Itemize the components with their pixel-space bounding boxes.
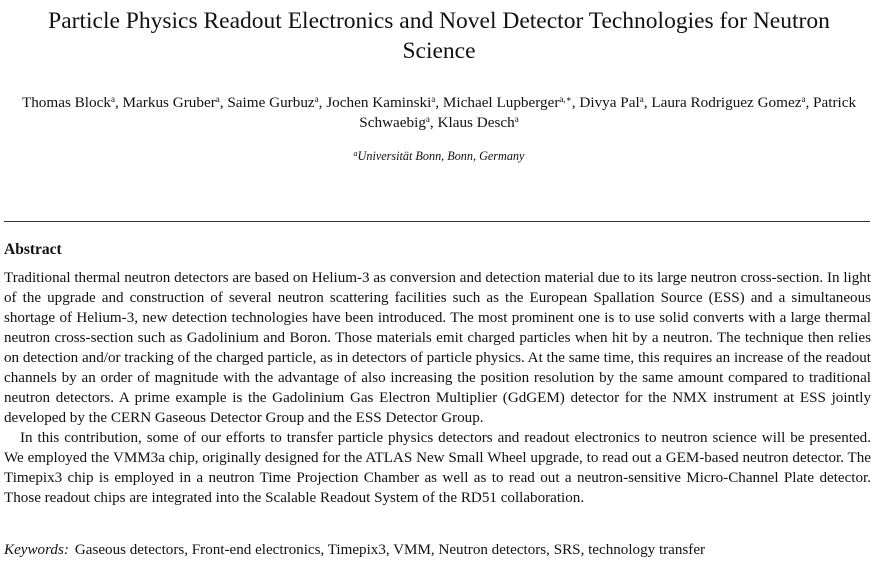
keywords-label: Keywords: <box>4 542 69 558</box>
author-list: Thomas Block$^a$, Markus Gruber$^a$, Saime Gurbuz$^a$, Jochen Kaminski$^a$, Michael Lupberger$^{a,∗}$, Divya Pal$^a$, Laura Rodriguez Gomez$^a$, Patrick Schwaebig$^a$, Klaus Desch$^a$ <box>21 94 857 131</box>
author-affiliation-mark: a <box>314 94 319 104</box>
abstract-heading: Abstract <box>4 241 62 258</box>
author-affiliation-mark: a <box>639 94 644 104</box>
author-name: Patrick Schwaebig <box>359 94 857 131</box>
keywords-text: Gaseous detectors, Front-end electronics, Timepix3, VMM, Neutron detectors, SRS, technology transfer <box>74 542 706 558</box>
paper-title: Particle Physics Readout Electronics and Novel Detector Technologies for Neutron Science <box>48 8 830 64</box>
author-name: Markus Gruber <box>122 94 216 111</box>
affiliation <box>0 148 878 164</box>
author-name: Jochen Kaminski <box>326 94 432 111</box>
author-affiliation-mark: a <box>425 114 430 124</box>
author-affiliation-mark: a <box>215 94 220 104</box>
section-divider <box>4 221 870 222</box>
author-name: Laura Rodriguez Gomez <box>651 94 802 111</box>
author-name: Thomas Block <box>21 94 111 111</box>
author-name: Divya Pal <box>579 94 640 111</box>
affiliation-mark: a <box>353 149 358 158</box>
abstract-body <box>4 268 871 508</box>
abstract-paragraph: Traditional thermal neutron detectors are based on Helium-3 as conversion and detection material due to its large neutron cross-section. In light of the upgrade and construction of several neutron scattering facilities such as the European Spallation Source (ESS) and a simultaneous shortage of Helium-3, new detection technologies have been introduced. The most prominent one is to use solid converts with a large thermal neutron cross-section such as Gadolinium and Boron. Those materials emit charged particles when hit by a neutron. The technique then relies on detection and/or tracking of the charged particle, as in detectors of particle physics. At the same time, this requires an increase of the readout channels by an order of magnitude with the advantage of also increasing the position resolution by the same amount compared to traditional neutron detectors. A prime example is the Gadolinium Gas Electron Multiplier (GdGEM) detector for the NMX instrument at ESS jointly developed by the CERN Gaseous Detector Group and the ESS Detector Group. <box>4 270 871 426</box>
author-name: Michael Lupberger <box>442 94 560 111</box>
affiliation-text: Universität Bonn, Bonn, Germany <box>357 149 525 163</box>
author-affiliation-mark: a <box>431 94 436 104</box>
author-name: Klaus Desch <box>437 114 515 131</box>
author-affiliation-mark: a <box>514 114 519 124</box>
abstract-paragraph: In this contribution, some of our efforts to transfer particle physics detectors and readout electronics to neutron science will be presented. We employed the VMM3a chip, originally designed for the ATLAS New Small Wheel upgrade, to read out a GEM-based neutron detector. The Timepix3 chip is employed in a neutron Time Projection Chamber as well as to read out a neutron-sensitive Micro-Channel Plate detector. Those readout chips are integrated into the Scalable Readout System of the RD51 collaboration. <box>4 430 871 506</box>
author-affiliation-mark: a <box>110 94 115 104</box>
author-affiliation-mark: a,∗ <box>559 94 572 104</box>
author-affiliation-mark: a <box>801 94 806 104</box>
author-name: Saime Gurbuz <box>227 94 315 111</box>
keywords <box>4 540 871 560</box>
